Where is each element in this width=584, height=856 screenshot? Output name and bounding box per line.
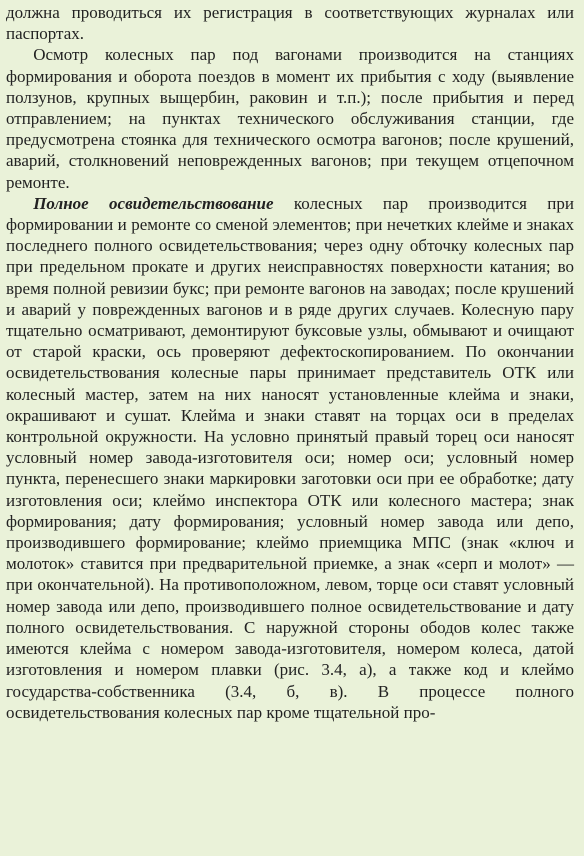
paragraph-text: должна проводиться их регистрация в соответствующих журналах или паспортах.: [6, 3, 574, 44]
paragraph-inspection: [6, 44, 574, 192]
paragraph-text: Осмотр колесных пар под вагонами производится на станциях формирования и оборота поездов в момент их прибытия с ходу (выявление ползунов, крупных выщербин, раковин и т.п.); после прибытия и перед отправлением; на пунктах технического обслуживания станции, где предусмотрена стоянка для технического осмотра вагонов; после крушений, аварий, столкновений неповрежденных вагонов; при текущем отцепочном ремонте.: [6, 45, 574, 192]
emphasis-term: Полное освидетельствование: [33, 193, 274, 213]
paragraph-text: колесных пар производится при формировании и ремонте со сменой элементов; при нечетких клейме и знаках последнего полного освидетельствования; через одну обточку колесных пар при предельном прокате и других неисправностях поверхности катания; во время полной ревизии букс; при ремонте вагонов на заводах; после крушений и аварий у поврежденных вагонов и в ряде других случаев. Колесную пару тщательно осматривают, демонтируют буксовые узлы, обмывают и очищают от старой краски, ось проверяют дефектоскопированием. По окончании освидетельствования колесные пары принимает представитель ОТК или колесный мастер, затем на них наносят установленные клейма и знаки, окрашивают и сушат. Клейма и знаки ставят на торцах оси в пределах контрольной окружности. На условно принятый правый торец оси наносят условный номер завода-изготовителя оси; номер оси; условный номер пункта, перенесшего знаки маркировки заготовки оси при ее обработке; дату изготовления оси; клеймо инспектора ОТК или колесного мастера; знак формирования; дату формирования; условный номер завода или депо, производившего формирование; клеймо приемщика МПС (знак «ключ и молоток» ставится при предварительной приемке, а знак «серп и молот» — при окончательной). На противоположном, левом, торце оси ставят условный номер завода или депо, производившего полное освидетельствование и дату полного освидетельствования. С наружной стороны ободов колес также имеются клейма с номером завода-изготовителя, номером колеса, датой изготовления и номером плавки (рис. 3.4, а), а также код и клеймо государства-собственника (3.4, б, в). В процессе полного освидетельствования колесных пар кроме тщательной про-: [6, 193, 575, 722]
paragraph-registration: [6, 2, 574, 44]
paragraph-full-survey: [6, 193, 574, 723]
